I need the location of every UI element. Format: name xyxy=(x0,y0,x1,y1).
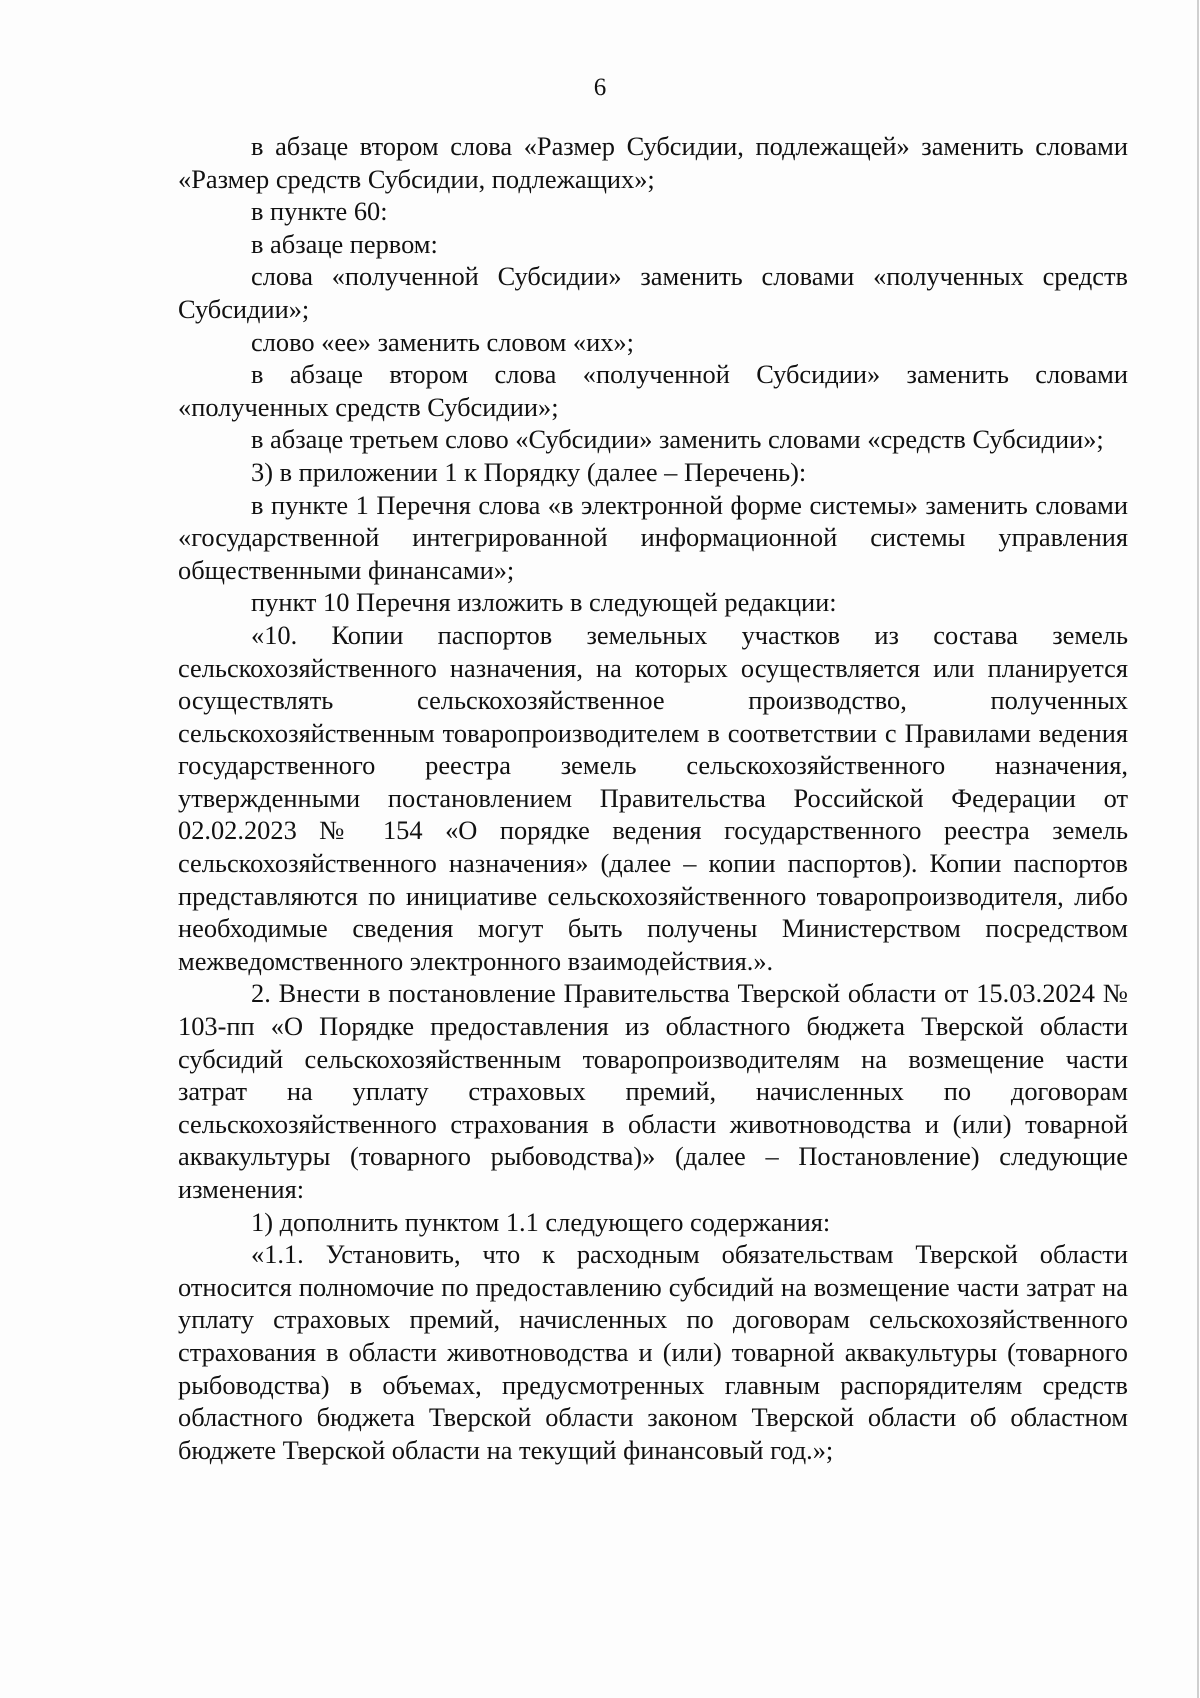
paragraph: в пункте 60: xyxy=(251,196,388,227)
paragraph: в абзаце втором слова «Размер Субсидии, подлежащей» заменить словами «Размер средств Субсидии, подлежащих»; xyxy=(178,131,1128,194)
page-edge-line xyxy=(1197,0,1199,1698)
paragraph: в пункте 1 Перечня слова «в электронной форме системы» заменить словами «государственной интегрированной информационной системы управления общественными финансами»; xyxy=(178,489,1128,585)
paragraph: 1) дополнить пунктом 1.1 следующего содержания: xyxy=(251,1206,831,1237)
paragraph: пункт 10 Перечня изложить в следующей редакции: xyxy=(251,587,837,618)
paragraph: «10. Копии паспортов земельных участков из состава земель сельскохозяйственного назначения, на которых осуществляется или планируется осуществлять сельскохозяйственное производство, полученных сельскохозяйственным товаропроизводителем в соответствии с Правилами ведения государственного реестра земель сельскохозяйственного назначения, утвержденными постановлением Правительства Российской Федерации от 02.02.2023 № 154 «О порядке ведения государственного реестра земель сельскохозяйственного назначения» (далее – копии паспортов). Копии паспортов представляются по инициативе сельскохозяйственного товаропроизводителя, либо необходимые сведения могут быть получены Министерством посредством межведомственного электронного взаимодействия.». xyxy=(178,619,1128,976)
document-body xyxy=(178,130,1128,1466)
paragraph: «1.1. Установить, что к расходным обязательствам Тверской области относится полномочие по предоставлению субсидий на возмещение части затрат на уплату страховых премий, начисленных по договорам сельскохозяйственного страхования в области животноводства и (или) товарной аквакультуры (товарного рыбоводства) в объемах, предусмотренных главным распорядителям средств областного бюджета Тверской области законом Тверской области об областном бюджете Тверской области на текущий финансовый год.»; xyxy=(178,1239,1128,1465)
paragraph: слова «полученной Субсидии» заменить словами «полученных средств Субсидии»; xyxy=(178,261,1128,324)
page-number: 6 xyxy=(593,74,607,101)
paragraph: в абзаце первом: xyxy=(251,228,438,259)
paragraph: 2. Внести в постановление Правительства Тверской области от 15.03.2024 № 103-пп «О Порядке предоставления из областного бюджета Тверской области субсидий сельскохозяйственным товаропроизводителям на возмещение части затрат на уплату страховых премий, начисленных по договорам сельскохозяйственного страхования в области животноводства и (или) товарной аквакультуры (товарного рыбоводства)» (далее – Постановление) следующие изменения: xyxy=(178,978,1128,1204)
paragraph: в абзаце втором слова «полученной Субсидии» заменить словами «полученных средств Субсидии»; xyxy=(178,359,1128,422)
paragraph: в абзаце третьем слово «Субсидии» заменить словами «средств Субсидии»; xyxy=(251,424,1104,455)
paragraph: 3) в приложении 1 к Порядку (далее – Перечень): xyxy=(251,456,807,487)
paragraph: слово «ее» заменить словом «их»; xyxy=(251,326,634,357)
